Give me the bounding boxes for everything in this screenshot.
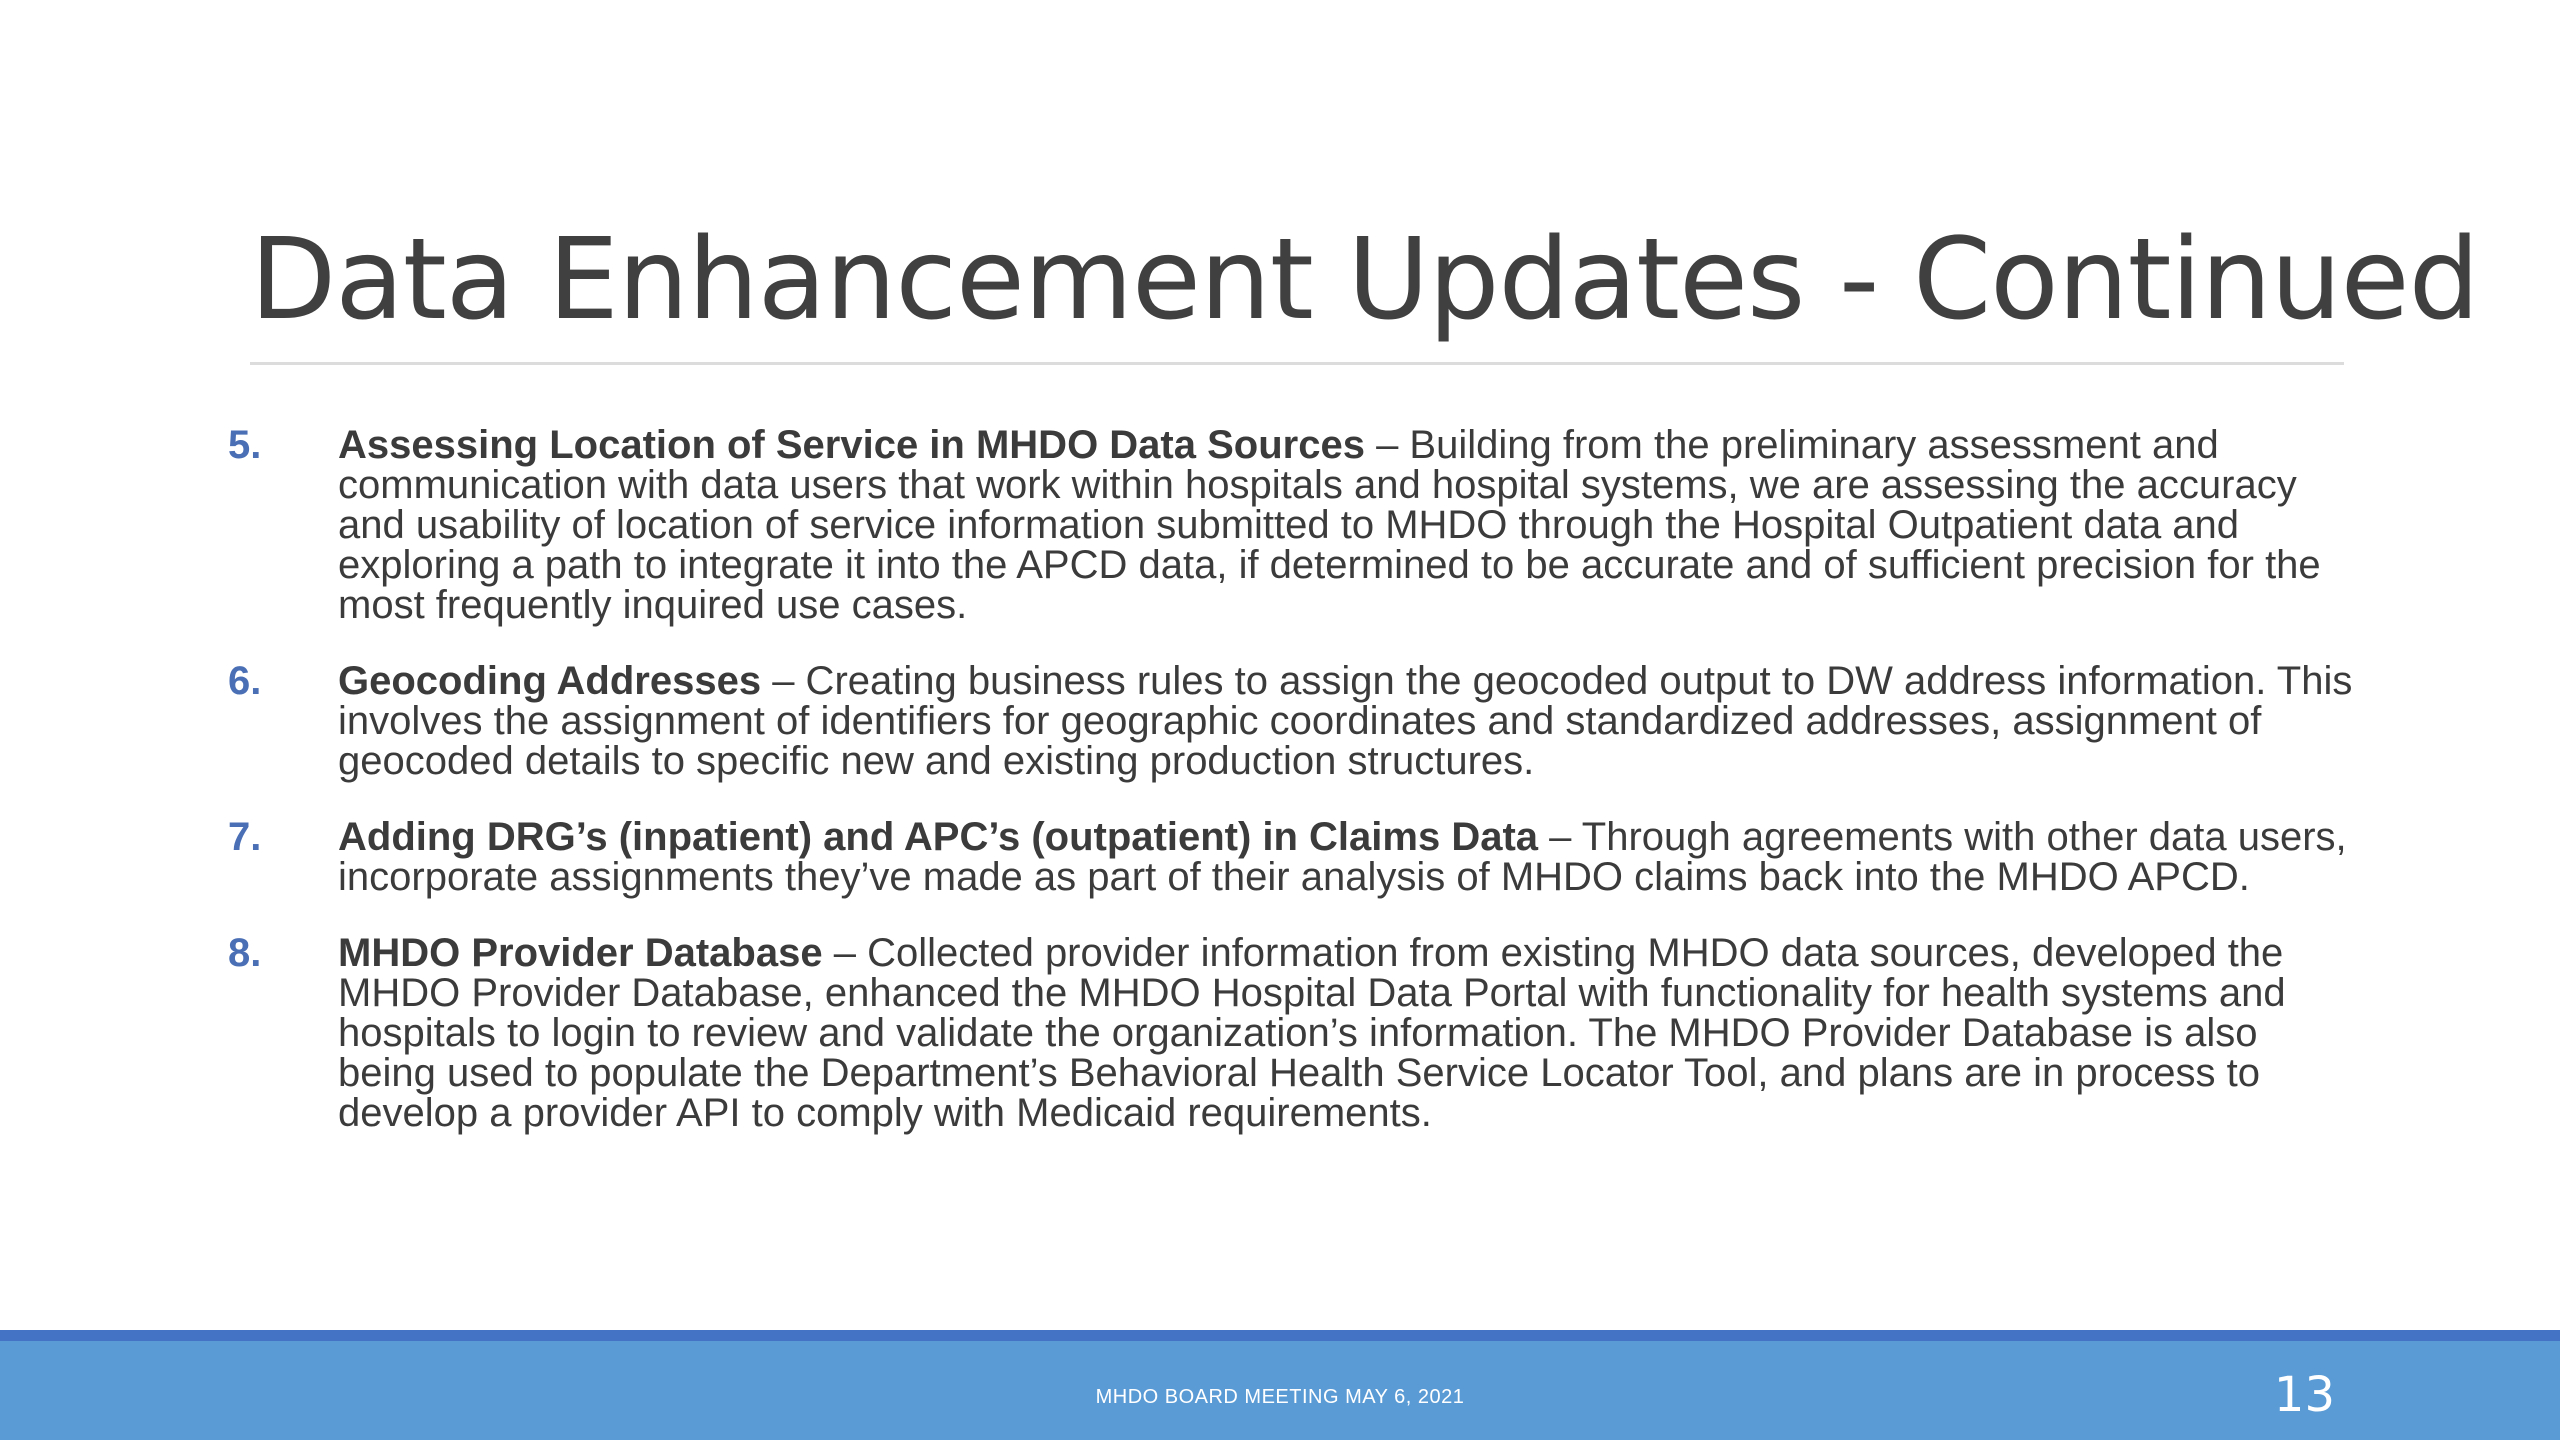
item-heading: MHDO Provider Database (338, 931, 823, 975)
item-number: 5. (228, 423, 262, 467)
slide-title: Data Enhancement Updates - Continued (250, 215, 2479, 345)
item-body: – Creating business rules to assign the geocoded output to DW address information. This involves the assignment of identifiers for geographic coordinates and standardized addresses, assignment of geocoded details to specific new and existing production structures. (338, 659, 2353, 783)
item-heading: Adding DRG’s (inpatient) and APC’s (outpatient) in Claims Data (338, 815, 1539, 859)
item-number: 7. (228, 815, 262, 859)
list-item-7 (228, 817, 2358, 897)
item-number: 6. (228, 659, 262, 703)
item-body: – Building from the preliminary assessment and communication with data users that work within hospitals and hospital systems, we are assessing the accuracy and usability of location of service information submitted to MHDO through the Hospital Outpatient data and exploring a path to integrate it into the APCD data, if determined to be accurate and of sufficient precision for the most frequently inquired use cases. (338, 423, 2321, 627)
update-list (228, 425, 2358, 1169)
footer-accent-stripe (0, 1330, 2560, 1341)
item-body: – Collected provider information from existing MHDO data sources, developed the MHDO Provider Database, enhanced the MHDO Hospital Data Portal with functionality for health systems and hospitals to login to review and validate the organization’s information. The MHDO Provider Database is also being used to populate the Department’s Behavioral Health Service Locator Tool, and plans are in process to develop a provider API to comply with Medicaid requirements. (338, 931, 2286, 1135)
item-number: 8. (228, 931, 262, 975)
page-number: 13 (2273, 1367, 2335, 1423)
item-body: – Through agreements with other data users, incorporate assignments they’ve made as part of their analysis of MHDO claims back into the MHDO APCD. (338, 815, 2347, 899)
list-item-6 (228, 661, 2358, 781)
footer-meeting-label: MHDO BOARD MEETING MAY 6, 2021 (1095, 1386, 1465, 1408)
title-divider (250, 362, 2344, 365)
list-item-5 (228, 425, 2358, 625)
item-heading: Assessing Location of Service in MHDO Data Sources (338, 423, 1365, 467)
list-item-8 (228, 933, 2358, 1133)
item-heading: Geocoding Addresses (338, 659, 762, 703)
